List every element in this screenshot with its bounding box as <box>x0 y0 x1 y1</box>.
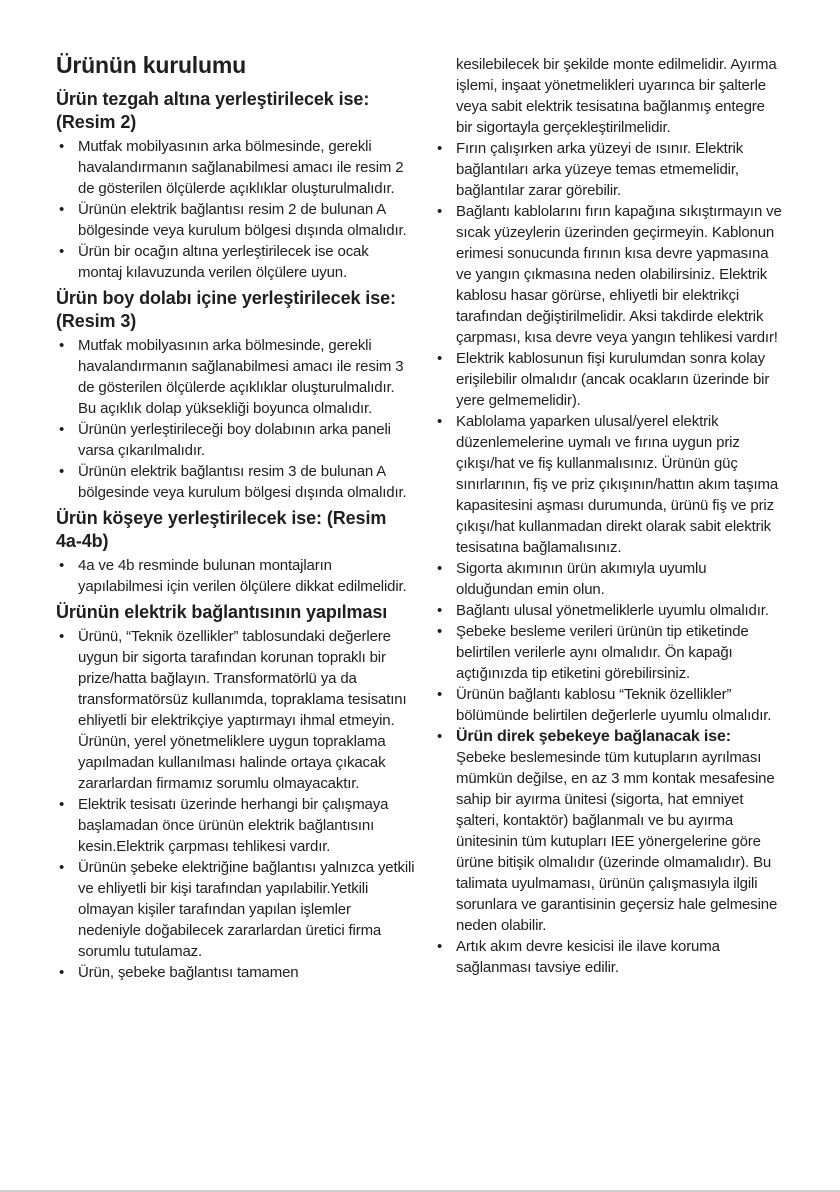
list-item: • Şebeke besleme verileri ürünün tip etiketinde belirtilen verilerle aynı olmalıdır. Ön kapağı açtığınızda tip etiketini görebilirsiniz. <box>434 621 784 684</box>
left-column <box>56 50 416 983</box>
list-item-continuation: kesilebilecek bir şekilde monte edilmelidir. Ayırma işlemi, inşaat yönetmelikleri uyarınca bir şalterle veya sabit elektrik tesisatına bağlanmış entegre bir sigortayla gerçekleştirilmelidir. <box>456 56 777 136</box>
list-corner <box>56 555 416 597</box>
list-item: • Ürünün yerleştirileceği boy dolabının arka paneli varsa çıkarılmalıdır. <box>56 419 416 461</box>
list-under-counter <box>56 136 416 283</box>
list-item-direct-connection <box>434 726 784 936</box>
list-item: • Fırın çalışırken arka yüzeyi de ısınır. Elektrik bağlantıları arka yüzeye temas etmemelidir, bağlantılar zarar görebilir. <box>434 138 784 201</box>
list-item: • Bağlantı kablolarını fırın kapağına sıkıştırmayın ve sıcak yüzeylerin üzerinden geçirmeyin. Kablonun erimesi sonucunda fırının kısa devre yapmasına ve yangın çıkmasına neden olabilirsiniz. Elektrik kablosu hasar görürse, ehliyetli bir elektrikçi tarafından değiştirilmelidir. Aksi takdirde elektrik çarpması, kısa devre veya yangın tehlikesi vardır! <box>434 201 784 348</box>
list-item: • Ürünün elektrik bağlantısı resim 2 de bulunan A bölgesinde veya kurulum bölgesi dışında olmalıdır. <box>56 199 416 241</box>
right-column <box>434 54 784 978</box>
list-electrical <box>56 626 416 983</box>
list-right <box>434 54 784 978</box>
list-item: • Elektrik kablosunun fişi kurulumdan sonra kolay erişilebilir olmalıdır (ancak ocakların üzerinde bir yere gelmemelidir). <box>434 348 784 411</box>
list-item: • Sigorta akımının ürün akımıyla uyumlu olduğundan emin olun. <box>434 558 784 600</box>
list-item: • Ürünün elektrik bağlantısı resim 3 de bulunan A bölgesinde veya kurulum bölgesi dışında olmalıdır. <box>56 461 416 503</box>
list-item: • Bağlantı ulusal yönetmeliklerle uyumlu olmalıdır. <box>434 600 784 621</box>
direct-connection-text: Şebeke beslemesinde tüm kutupların ayrılması mümkün değilse, en az 3 mm kontak mesafesine sahip bir ayırma ünitesi (sigorta, hat emniyet şalteri, kontaktör) bağlanmalı ve bu ayırma ünitesinin tüm kutupları IEE yönergelerine göre ürüne bitişik olmalıdır (üzerinde olmamalıdır). Bu talimata uyulmaması, ürünün çalışmasıyla ilgili sorunlara ve garantisinin geçersiz hale gelmesine neden olabilir. <box>456 749 778 934</box>
list-item: • Ürün bir ocağın altına yerleştirilecek ise ocak montaj kılavuzunda verilen ölçülere uyun. <box>56 241 416 283</box>
page-title: Ürünün kurulumu <box>56 52 246 78</box>
list-item: • Ürünü, “Teknik özellikler” tablosundaki değerlere uygun bir sigorta tarafından korunan topraklı bir prize/hatta bağlayın. Transformatörlü ya da transformatörsüz kullanımda, topraklama tesisatını ehliyetli bir elektrikçiye yaptırmayı ihmal etmeyin. Ürünün, yerel yönetmeliklere uygun topraklama yapılmadan kullanılması halinde ortaya çıkacak zararlardan firmamız sorumlu olmayacaktır. <box>56 626 416 794</box>
list-item: • 4a ve 4b resminde bulunan montajların yapılabilmesi için verilen ölçülere dikkat edilmelidir. <box>56 555 416 597</box>
list-tall-cabinet <box>56 335 416 503</box>
list-item: • Elektrik tesisatı üzerinde herhangi bir çalışmaya başlamadan önce ürünün elektrik bağlantısını kesin.Elektrik çarpması tehlikesi vardır. <box>56 794 416 857</box>
list-item: • Ürün, şebeke bağlantısı tamamen <box>56 962 416 983</box>
section-heading-under-counter: Ürün tezgah altına yerleştirilecek ise: (Resim 2) <box>56 89 370 132</box>
direct-connection-heading: • Ürün direk şebekeye bağlanacak ise: <box>456 728 731 745</box>
section-heading-electrical: Ürünün elektrik bağlantısının yapılması <box>56 602 388 622</box>
list-item: • Mutfak mobilyasının arka bölmesinde, gerekli havalandırmanın sağlanabilmesi amacı ile resim 3 de gösterilen ölçülerde açıklıklar oluşturulmalıdır. Bu açıklık dolap yüksekliği boyunca olmalıdır. <box>56 335 416 419</box>
section-heading-corner: Ürün köşeye yerleştirilecek ise: (Resim 4a-4b) <box>56 508 387 551</box>
list-item: • Mutfak mobilyasının arka bölmesinde, gerekli havalandırmanın sağlanabilmesi amacı ile resim 2 de gösterilen ölçülerde açıklıklar oluşturulmalıdır. <box>56 136 416 199</box>
list-item: • Ürünün şebeke elektriğine bağlantısı yalnızca yetkili ve ehliyetli bir kişi tarafından yapılabilir.Yetkili olmayan kişiler tarafından yapılan işlemler nedeniyle doğabilecek zararlardan üretici firma sorumlu tutulamaz. <box>56 857 416 962</box>
section-heading-tall-cabinet: Ürün boy dolabı içine yerleştirilecek ise: (Resim 3) <box>56 288 396 331</box>
list-item: • Kablolama yaparken ulusal/yerel elektrik düzenlemelerine uymalı ve fırına uygun priz çıkışı/hat ve fiş kullanmalısınız. Ürünün güç sınırlarının, fiş ve priz çıkışının/hattın akım taşıma kapasitesini aşması durumunda, ürünü fiş ve priz çıkışı/hat kullanmadan direkt olarak sabit elektrik tesisatına bağlamalısınız. <box>434 411 784 558</box>
list-item: • Ürünün bağlantı kablosu “Teknik özellikler” bölümünde belirtilen değerlerle uyumlu olmalıdır. <box>434 684 784 726</box>
list-item: • Artık akım devre kesicisi ile ilave koruma sağlanması tavsiye edilir. <box>434 936 784 978</box>
